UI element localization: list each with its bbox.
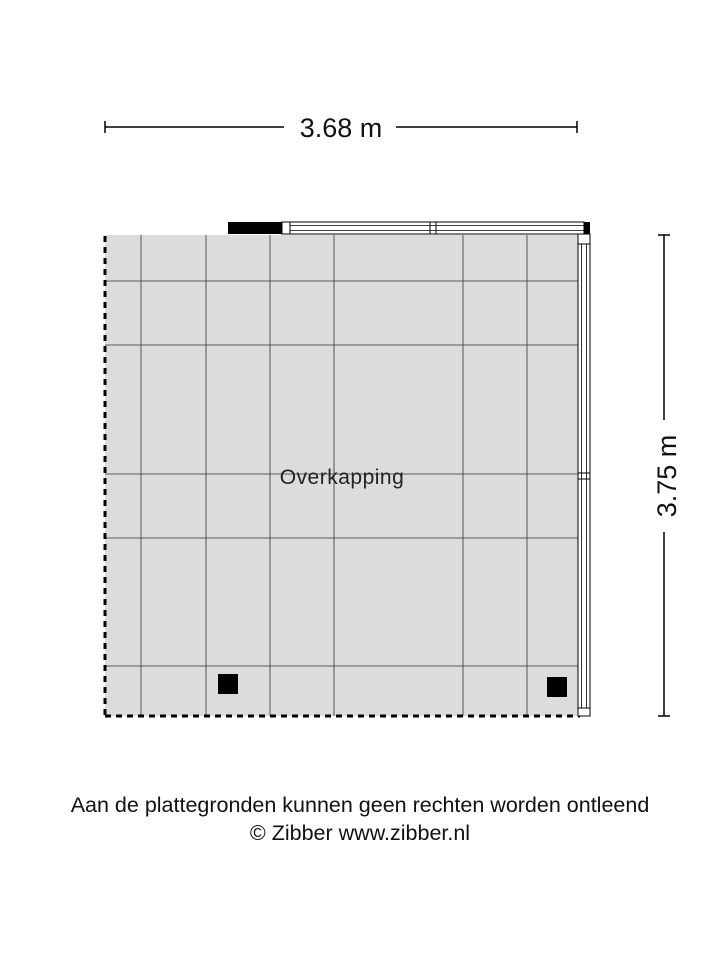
- support-post-left: [218, 674, 238, 694]
- top-window-frame: [282, 222, 584, 234]
- top-right-corner-post: [584, 222, 590, 234]
- room-label: Overkapping: [279, 466, 405, 489]
- right-wall: [578, 234, 590, 716]
- support-post-right: [547, 677, 567, 697]
- height-dimension-label: 3.75 m: [652, 434, 682, 518]
- top-wall: [228, 222, 590, 234]
- width-dimension-label: 3.68 m: [299, 113, 383, 143]
- right-window-frame: [578, 234, 590, 716]
- disclaimer-text: Aan de plattegronden kunnen geen rechten worden ontleend: [70, 793, 650, 817]
- top-wall-solid-segment: [228, 222, 282, 234]
- copyright-text: © Zibber www.zibber.nl: [249, 821, 471, 845]
